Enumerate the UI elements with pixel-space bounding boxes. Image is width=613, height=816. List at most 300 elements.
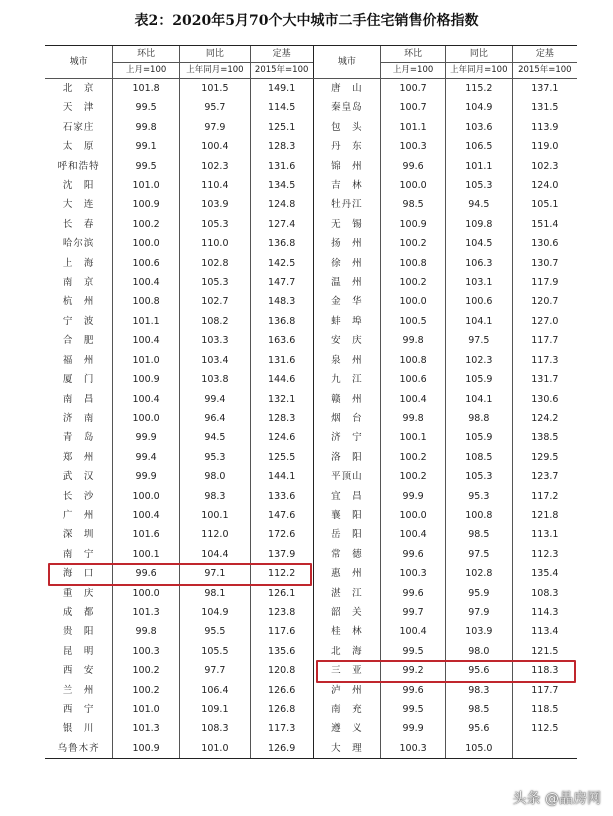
right-mom-cell: 100.5 <box>381 312 446 331</box>
right-base-cell: 121.8 <box>512 506 577 525</box>
left-city-cell: 太 原 <box>62 141 95 153</box>
right-mom-cell: 100.4 <box>381 525 446 544</box>
right-base-cell: 118.3 <box>512 661 577 680</box>
left-yoy-cell: 97.7 <box>180 661 251 680</box>
left-base-cell: 149.1 <box>250 79 313 99</box>
left-base-cell: 126.1 <box>250 584 313 603</box>
left-base-cell: 135.6 <box>250 642 313 661</box>
right-yoy-cell: 95.6 <box>445 661 512 680</box>
table-row <box>45 603 577 622</box>
right-yoy-cell: 98.8 <box>445 409 512 428</box>
table-row <box>45 370 577 389</box>
right-mom-cell: 99.7 <box>381 603 446 622</box>
right-mom-cell: 99.6 <box>381 157 446 176</box>
right-base-cell: 108.3 <box>512 584 577 603</box>
left-yoy-cell: 95.3 <box>180 448 251 467</box>
left-base-cell: 124.6 <box>250 428 313 447</box>
left-base-cell: 134.5 <box>250 176 313 195</box>
left-yoy-cell: 98.1 <box>180 584 251 603</box>
table-row <box>45 487 577 506</box>
right-mom-cell: 100.6 <box>381 370 446 389</box>
left-base-cell: 117.6 <box>250 622 313 641</box>
right-base-cell: 123.7 <box>512 467 577 486</box>
left-city-cell: 深 圳 <box>62 529 95 541</box>
left-mom-cell: 100.2 <box>113 215 180 234</box>
left-base-cell: 131.6 <box>250 157 313 176</box>
left-city-cell: 大 连 <box>62 199 95 211</box>
right-mom-cell: 100.3 <box>381 564 446 583</box>
left-yoy-cell: 100.4 <box>180 137 251 156</box>
left-city-cell: 上 海 <box>62 257 95 269</box>
right-mom-cell: 100.4 <box>381 622 446 641</box>
left-yoy-cell: 110.4 <box>180 176 251 195</box>
right-base-cell: 124.0 <box>512 176 577 195</box>
right-city-cell: 襄 阳 <box>313 506 381 525</box>
right-city-cell: 洛 阳 <box>313 448 381 467</box>
right-base-cell: 151.4 <box>512 215 577 234</box>
left-mom-cell: 100.3 <box>113 642 180 661</box>
right-mom-cell: 98.5 <box>381 195 446 214</box>
left-city-cell: 海 口 <box>62 568 95 580</box>
table-row <box>45 195 577 214</box>
table-row <box>45 681 577 700</box>
right-mom-cell: 99.9 <box>381 487 446 506</box>
table-row <box>45 215 577 234</box>
left-base-cell: 137.9 <box>250 545 313 564</box>
yoy-header-right: 同比 <box>445 46 512 63</box>
right-base-cell: 118.5 <box>512 700 577 719</box>
right-yoy-cell: 98.3 <box>445 681 512 700</box>
right-base-cell: 113.1 <box>512 525 577 544</box>
table-row <box>45 273 577 292</box>
right-city-cell: 韶 关 <box>313 603 381 622</box>
left-base-cell: 128.3 <box>250 137 313 156</box>
left-city-cell: 南 宁 <box>62 548 95 560</box>
table-row <box>45 700 577 719</box>
right-yoy-cell: 102.8 <box>445 564 512 583</box>
right-mom-cell: 99.8 <box>381 331 446 350</box>
left-mom-cell: 101.0 <box>113 700 180 719</box>
right-city-cell: 平顶山 <box>313 467 381 486</box>
right-yoy-cell: 103.6 <box>445 118 512 137</box>
table-row <box>45 234 577 253</box>
left-mom-cell: 99.1 <box>113 137 180 156</box>
left-yoy-cell: 101.5 <box>180 79 251 99</box>
right-city-cell: 丹 东 <box>313 137 381 156</box>
right-mom-cell: 100.8 <box>381 254 446 273</box>
yoy-sub-right: 上年同月=100 <box>445 63 512 79</box>
right-mom-cell: 100.3 <box>381 137 446 156</box>
left-yoy-cell: 102.3 <box>180 157 251 176</box>
right-mom-cell: 100.0 <box>381 176 446 195</box>
right-base-cell <box>512 739 577 759</box>
right-mom-cell: 99.9 <box>381 719 446 738</box>
right-city-cell: 吉 林 <box>313 176 381 195</box>
table-row <box>45 622 577 641</box>
left-city-cell: 合 肥 <box>62 335 95 347</box>
left-city-cell: 宁 波 <box>62 315 95 327</box>
right-base-cell: 114.3 <box>512 603 577 622</box>
right-city-cell: 岳 阳 <box>313 525 381 544</box>
left-yoy-cell: 102.8 <box>180 254 251 273</box>
table-row <box>45 390 577 409</box>
right-yoy-cell: 105.9 <box>445 428 512 447</box>
right-yoy-cell: 98.5 <box>445 700 512 719</box>
right-yoy-cell: 105.3 <box>445 176 512 195</box>
left-base-cell: 144.1 <box>250 467 313 486</box>
right-city-cell: 宜 昌 <box>313 487 381 506</box>
city-header-left: 城市 <box>45 46 113 79</box>
right-yoy-cell: 103.1 <box>445 273 512 292</box>
left-base-cell: 142.5 <box>250 254 313 273</box>
left-yoy-cell: 105.3 <box>180 273 251 292</box>
left-yoy-cell: 105.5 <box>180 642 251 661</box>
left-base-cell: 163.6 <box>250 331 313 350</box>
table-row <box>45 331 577 350</box>
right-base-cell: 138.5 <box>512 428 577 447</box>
left-city-cell: 广 州 <box>62 509 95 521</box>
right-yoy-cell: 106.3 <box>445 254 512 273</box>
table-row <box>45 448 577 467</box>
table-row <box>45 428 577 447</box>
left-yoy-cell: 108.2 <box>180 312 251 331</box>
right-base-cell: 130.7 <box>512 254 577 273</box>
left-base-cell: 144.6 <box>250 370 313 389</box>
price-index-table <box>45 45 577 759</box>
right-city-cell: 大 理 <box>313 739 381 759</box>
base-sub-left: 2015年=100 <box>250 63 313 79</box>
right-yoy-cell: 104.1 <box>445 312 512 331</box>
left-mom-cell: 100.4 <box>113 390 180 409</box>
left-city-cell: 哈尔滨 <box>62 238 95 250</box>
table-row <box>45 564 577 583</box>
left-mom-cell: 101.0 <box>113 351 180 370</box>
left-yoy-cell: 98.0 <box>180 467 251 486</box>
right-base-cell: 117.7 <box>512 331 577 350</box>
right-base-cell: 130.6 <box>512 234 577 253</box>
left-base-cell: 148.3 <box>250 292 313 311</box>
left-city-cell: 长 春 <box>62 218 95 230</box>
left-yoy-cell: 108.3 <box>180 719 251 738</box>
table-row <box>45 98 577 117</box>
right-yoy-cell: 98.0 <box>445 642 512 661</box>
left-mom-cell: 100.0 <box>113 584 180 603</box>
right-mom-cell: 100.0 <box>381 506 446 525</box>
left-city-cell: 石家庄 <box>62 121 95 133</box>
left-base-cell: 136.8 <box>250 312 313 331</box>
left-base-cell: 123.8 <box>250 603 313 622</box>
left-mom-cell: 100.4 <box>113 506 180 525</box>
table-row <box>45 584 577 603</box>
table-row <box>45 157 577 176</box>
left-mom-cell: 99.9 <box>113 467 180 486</box>
right-yoy-cell: 94.5 <box>445 195 512 214</box>
left-mom-cell: 101.3 <box>113 719 180 738</box>
left-city-cell: 昆 明 <box>62 645 95 657</box>
right-base-cell: 124.2 <box>512 409 577 428</box>
left-yoy-cell: 99.4 <box>180 390 251 409</box>
table-row <box>45 467 577 486</box>
right-base-cell: 131.5 <box>512 98 577 117</box>
left-yoy-cell: 103.8 <box>180 370 251 389</box>
left-city-cell: 沈 阳 <box>62 180 95 192</box>
left-base-cell: 126.6 <box>250 681 313 700</box>
table-row <box>45 506 577 525</box>
left-mom-cell: 100.0 <box>113 409 180 428</box>
left-base-cell: 133.6 <box>250 487 313 506</box>
left-yoy-cell: 97.9 <box>180 118 251 137</box>
right-yoy-cell: 115.2 <box>445 79 512 99</box>
table-row <box>45 409 577 428</box>
right-city-cell: 扬 州 <box>313 234 381 253</box>
right-yoy-cell: 95.9 <box>445 584 512 603</box>
left-city-cell: 厦 门 <box>62 374 95 386</box>
left-mom-cell: 99.8 <box>113 622 180 641</box>
right-yoy-cell: 102.3 <box>445 351 512 370</box>
right-city-cell: 湛 江 <box>313 584 381 603</box>
right-base-cell: 105.1 <box>512 195 577 214</box>
left-mom-cell: 100.4 <box>113 331 180 350</box>
left-city-cell: 武 汉 <box>62 471 95 483</box>
table-row <box>45 137 577 156</box>
left-city-cell: 天 津 <box>62 102 95 114</box>
mom-sub-left: 上月=100 <box>113 63 180 79</box>
table-row <box>45 176 577 195</box>
right-yoy-cell: 104.9 <box>445 98 512 117</box>
right-mom-cell: 99.6 <box>381 681 446 700</box>
right-base-cell: 117.2 <box>512 487 577 506</box>
left-city-cell: 长 沙 <box>62 490 95 502</box>
table-row <box>45 545 577 564</box>
right-mom-cell: 100.7 <box>381 79 446 99</box>
left-base-cell: 120.8 <box>250 661 313 680</box>
table-row <box>45 661 577 680</box>
table-row <box>45 292 577 311</box>
left-mom-cell: 100.2 <box>113 681 180 700</box>
left-mom-cell: 100.8 <box>113 292 180 311</box>
right-mom-cell: 99.5 <box>381 642 446 661</box>
left-city-cell: 重 庆 <box>62 587 95 599</box>
right-mom-cell: 100.8 <box>381 351 446 370</box>
left-yoy-cell: 96.4 <box>180 409 251 428</box>
right-mom-cell: 99.2 <box>381 661 446 680</box>
base-sub-right: 2015年=100 <box>512 63 577 79</box>
right-city-cell: 唐 山 <box>313 79 381 99</box>
right-yoy-cell: 98.5 <box>445 525 512 544</box>
right-city-cell: 金 华 <box>313 292 381 311</box>
right-base-cell: 113.9 <box>512 118 577 137</box>
right-city-cell: 锦 州 <box>313 157 381 176</box>
city-header-right: 城市 <box>313 46 381 79</box>
left-yoy-cell: 95.7 <box>180 98 251 117</box>
right-base-cell: 119.0 <box>512 137 577 156</box>
left-city-cell: 北 京 <box>62 83 95 94</box>
right-city-cell: 赣 州 <box>313 390 381 409</box>
right-yoy-cell: 106.5 <box>445 137 512 156</box>
right-base-cell: 112.5 <box>512 719 577 738</box>
right-mom-cell: 100.1 <box>381 428 446 447</box>
left-yoy-cell: 109.1 <box>180 700 251 719</box>
left-yoy-cell: 112.0 <box>180 525 251 544</box>
left-base-cell: 128.3 <box>250 409 313 428</box>
mom-sub-right: 上月=100 <box>381 63 446 79</box>
right-yoy-cell: 95.6 <box>445 719 512 738</box>
left-base-cell: 125.1 <box>250 118 313 137</box>
right-city-cell: 无 锡 <box>313 215 381 234</box>
right-city-cell: 安 庆 <box>313 331 381 350</box>
left-yoy-cell: 103.9 <box>180 195 251 214</box>
right-mom-cell: 100.7 <box>381 98 446 117</box>
right-city-cell: 桂 林 <box>313 622 381 641</box>
left-mom-cell: 100.4 <box>113 273 180 292</box>
right-base-cell: 112.3 <box>512 545 577 564</box>
left-mom-cell: 100.1 <box>113 545 180 564</box>
left-base-cell: 172.6 <box>250 525 313 544</box>
left-city-cell: 福 州 <box>62 354 95 366</box>
table-row <box>45 118 577 137</box>
right-mom-cell: 100.3 <box>381 739 446 759</box>
right-city-cell: 牡丹江 <box>313 195 381 214</box>
right-yoy-cell: 97.5 <box>445 545 512 564</box>
left-yoy-cell: 104.9 <box>180 603 251 622</box>
left-city-cell: 成 都 <box>62 606 95 618</box>
right-city-cell: 泉 州 <box>313 351 381 370</box>
right-city-cell: 常 德 <box>313 545 381 564</box>
left-base-cell: 126.9 <box>250 739 313 759</box>
left-yoy-cell: 103.3 <box>180 331 251 350</box>
left-base-cell: 125.5 <box>250 448 313 467</box>
left-city-cell: 南 京 <box>62 277 95 289</box>
left-mom-cell: 99.9 <box>113 428 180 447</box>
left-city-cell: 西 安 <box>62 665 95 677</box>
left-yoy-cell: 94.5 <box>180 428 251 447</box>
left-yoy-cell: 105.3 <box>180 215 251 234</box>
right-city-cell: 烟 台 <box>313 409 381 428</box>
left-base-cell: 124.8 <box>250 195 313 214</box>
watermark: 头条 @晶房网 <box>512 791 601 807</box>
right-base-cell: 113.4 <box>512 622 577 641</box>
right-mom-cell: 99.8 <box>381 409 446 428</box>
left-city-cell: 济 南 <box>62 412 95 424</box>
left-yoy-cell: 106.4 <box>180 681 251 700</box>
left-yoy-cell: 110.0 <box>180 234 251 253</box>
left-mom-cell: 100.6 <box>113 254 180 273</box>
right-base-cell: 135.4 <box>512 564 577 583</box>
right-base-cell: 120.7 <box>512 292 577 311</box>
left-yoy-cell: 101.0 <box>180 739 251 759</box>
right-city-cell: 济 宁 <box>313 428 381 447</box>
right-mom-cell: 100.2 <box>381 234 446 253</box>
right-yoy-cell: 97.9 <box>445 603 512 622</box>
table-row <box>45 642 577 661</box>
right-yoy-cell: 108.5 <box>445 448 512 467</box>
table-title: 表2：2020年5月70个大中城市二手住宅销售价格指数 <box>134 13 479 29</box>
left-city-cell: 贵 阳 <box>62 626 95 638</box>
left-mom-cell: 101.6 <box>113 525 180 544</box>
left-base-cell: 112.2 <box>250 564 313 583</box>
table-row <box>45 312 577 331</box>
right-mom-cell: 101.1 <box>381 118 446 137</box>
left-base-cell: 114.5 <box>250 98 313 117</box>
left-base-cell: 132.1 <box>250 390 313 409</box>
right-city-cell: 南 充 <box>313 700 381 719</box>
left-mom-cell: 101.0 <box>113 176 180 195</box>
base-header-left: 定基 <box>250 46 313 63</box>
right-mom-cell: 100.4 <box>381 390 446 409</box>
mom-header-left: 环比 <box>113 46 180 63</box>
right-mom-cell: 99.6 <box>381 545 446 564</box>
left-mom-cell: 99.8 <box>113 118 180 137</box>
left-mom-cell: 100.9 <box>113 195 180 214</box>
right-yoy-cell: 109.8 <box>445 215 512 234</box>
right-base-cell: 117.3 <box>512 351 577 370</box>
yoy-sub-left: 上年同月=100 <box>180 63 251 79</box>
left-mom-cell: 100.0 <box>113 234 180 253</box>
right-base-cell: 117.7 <box>512 681 577 700</box>
right-city-cell: 遵 义 <box>313 719 381 738</box>
left-yoy-cell: 98.3 <box>180 487 251 506</box>
left-city-cell: 西 宁 <box>62 704 95 715</box>
right-city-cell: 三 亚 <box>313 661 381 680</box>
left-mom-cell: 99.4 <box>113 448 180 467</box>
table-row <box>45 719 577 738</box>
right-yoy-cell: 104.1 <box>445 390 512 409</box>
right-yoy-cell: 105.9 <box>445 370 512 389</box>
left-city-cell: 南 昌 <box>62 393 95 405</box>
left-base-cell: 147.7 <box>250 273 313 292</box>
right-base-cell: 130.6 <box>512 390 577 409</box>
left-mom-cell: 99.5 <box>113 157 180 176</box>
left-city-cell: 银 川 <box>62 723 95 735</box>
left-city-cell: 乌鲁木齐 <box>45 739 113 759</box>
left-mom-cell: 100.2 <box>113 661 180 680</box>
right-yoy-cell: 103.9 <box>445 622 512 641</box>
right-base-cell: 127.0 <box>512 312 577 331</box>
left-base-cell: 127.4 <box>250 215 313 234</box>
left-mom-cell: 101.3 <box>113 603 180 622</box>
base-header-right: 定基 <box>512 46 577 63</box>
right-yoy-cell: 105.3 <box>445 467 512 486</box>
right-yoy-cell: 95.3 <box>445 487 512 506</box>
table-row <box>45 525 577 544</box>
right-mom-cell: 100.0 <box>381 292 446 311</box>
right-city-cell: 北 海 <box>313 642 381 661</box>
right-yoy-cell: 100.8 <box>445 506 512 525</box>
table-row <box>45 351 577 370</box>
right-city-cell: 蚌 埠 <box>313 312 381 331</box>
left-base-cell: 117.3 <box>250 719 313 738</box>
left-mom-cell: 100.9 <box>113 370 180 389</box>
right-base-cell: 137.1 <box>512 79 577 99</box>
right-city-cell: 泸 州 <box>313 681 381 700</box>
right-base-cell: 102.3 <box>512 157 577 176</box>
left-yoy-cell: 95.5 <box>180 622 251 641</box>
left-mom-cell: 100.0 <box>113 487 180 506</box>
right-city-cell: 秦皇岛 <box>313 98 381 117</box>
left-city-cell: 呼和浩特 <box>57 160 100 172</box>
left-mom-cell: 101.8 <box>113 79 180 99</box>
left-base-cell: 147.6 <box>250 506 313 525</box>
left-base-cell: 126.8 <box>250 700 313 719</box>
right-yoy-cell: 100.6 <box>445 292 512 311</box>
right-mom-cell: 99.6 <box>381 584 446 603</box>
right-mom-cell: 100.9 <box>381 215 446 234</box>
table-row <box>45 739 577 759</box>
right-city-cell: 温 州 <box>313 273 381 292</box>
right-city-cell: 九 江 <box>313 370 381 389</box>
left-city-cell: 郑 州 <box>62 451 95 463</box>
right-city-cell: 惠 州 <box>313 564 381 583</box>
